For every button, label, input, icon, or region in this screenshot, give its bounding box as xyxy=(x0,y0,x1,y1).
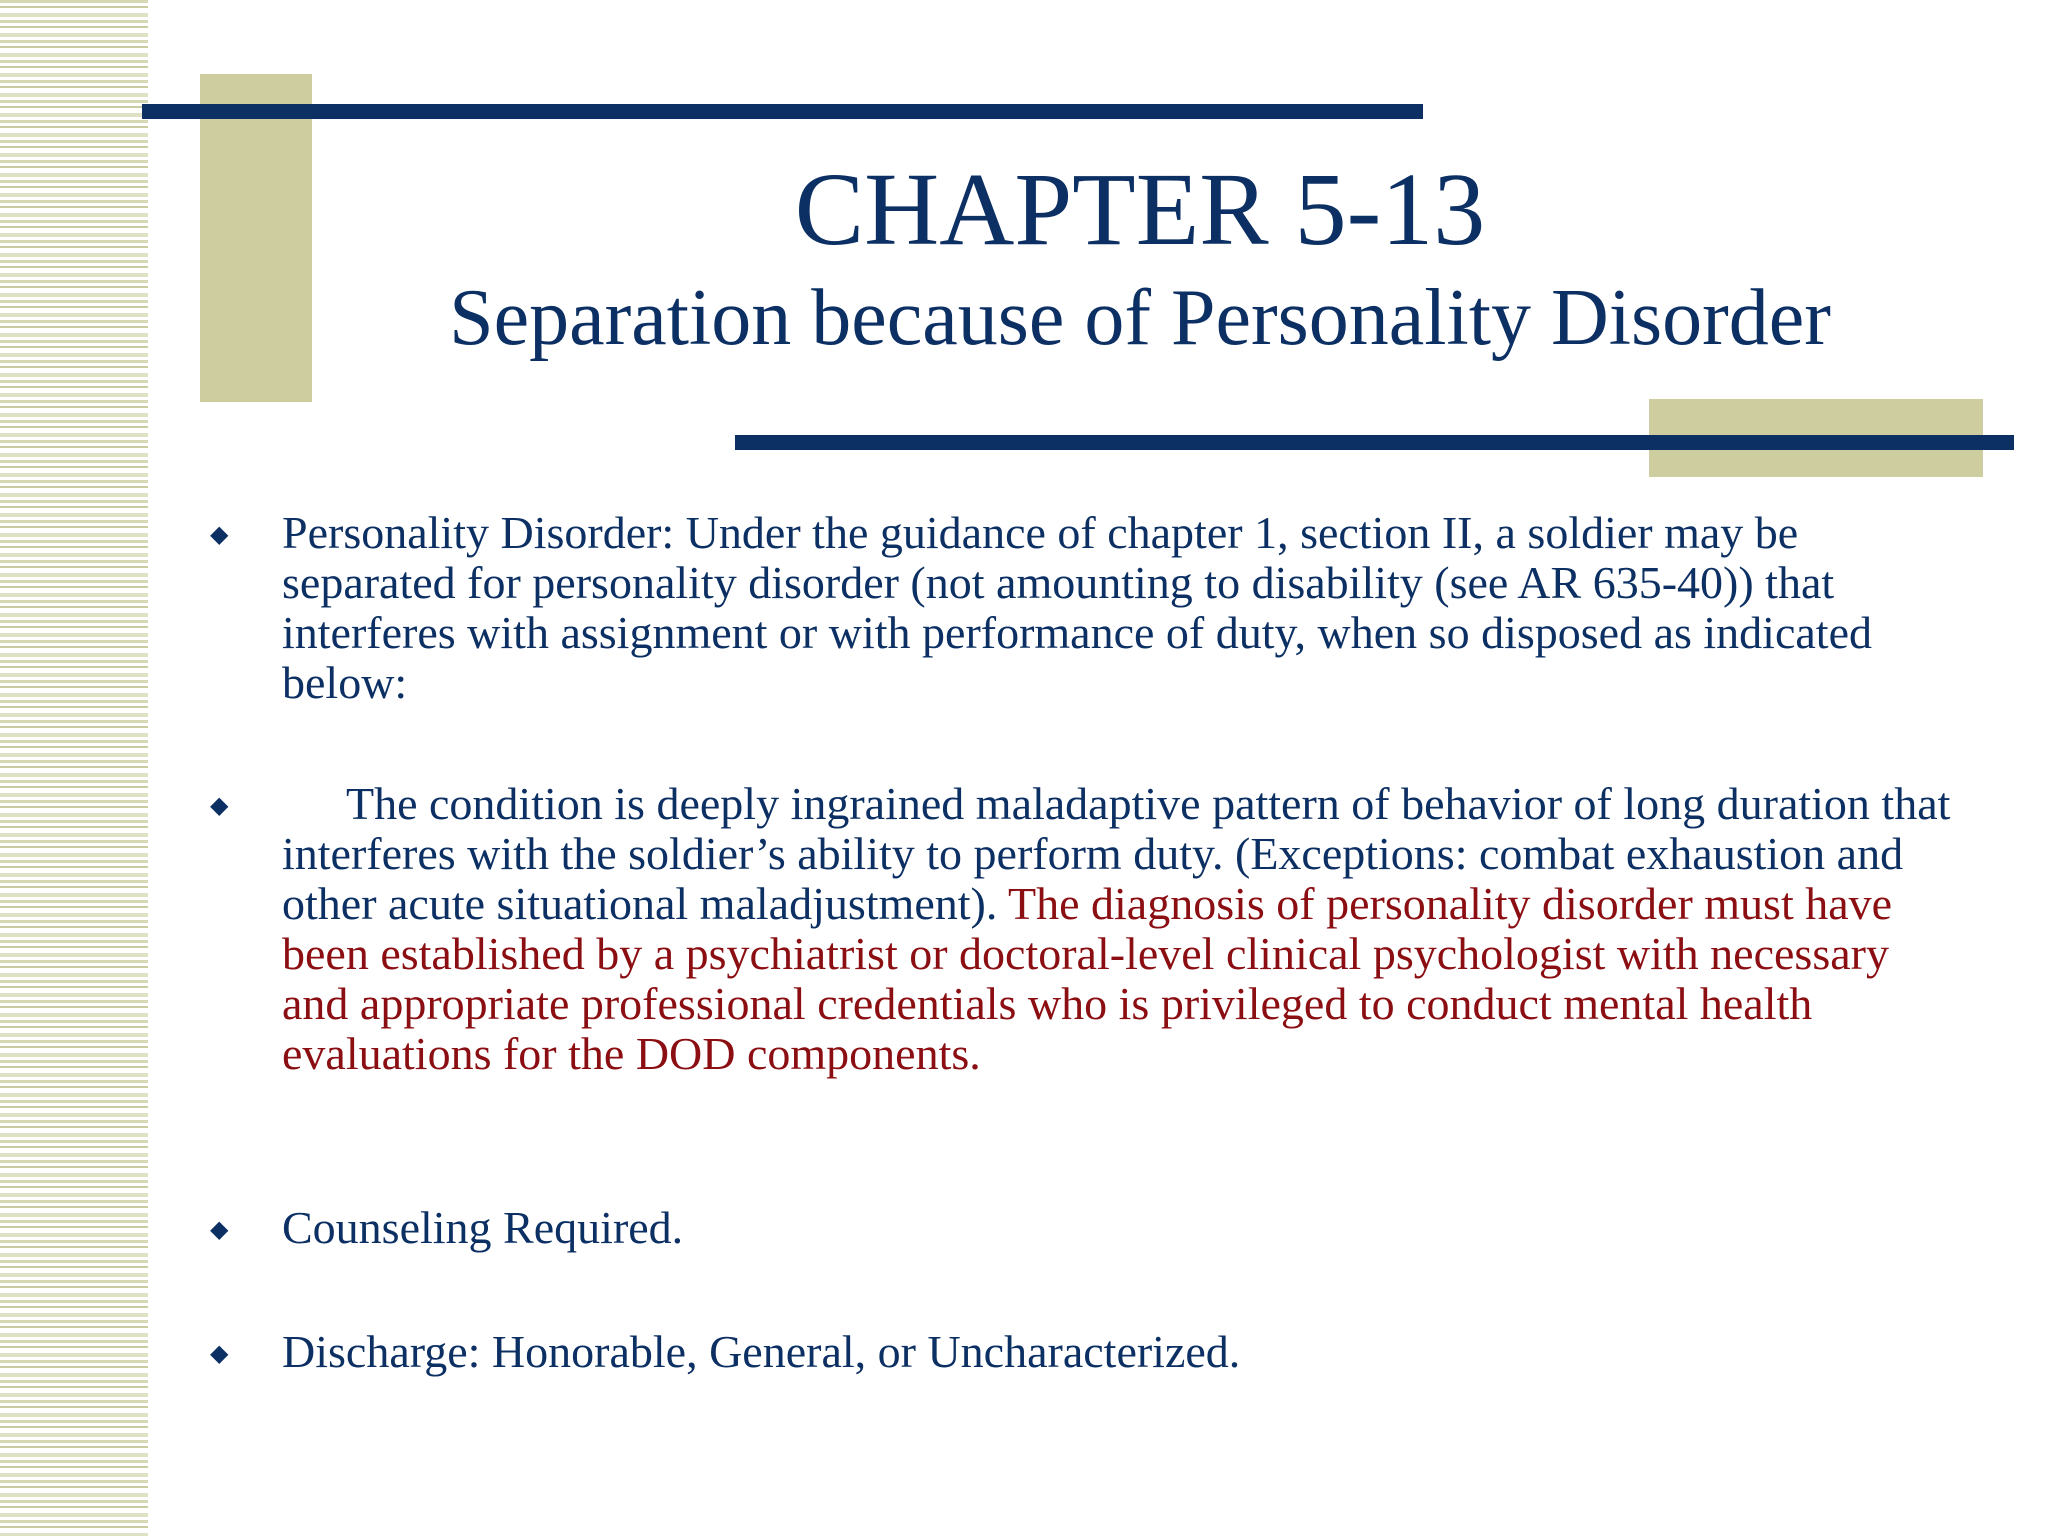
slide-subtitle: Separation because of Personality Disorder xyxy=(449,274,1831,362)
diamond-bullet-icon: ◆ xyxy=(210,520,229,548)
bullet-counseling: Counseling Required. xyxy=(282,1202,684,1253)
condition-text: The condition is deeply ingrained maladaptive pattern of behavior of long duration that interferes with the soldier’s ability to perform duty. (Exceptions: combat exhaustion and other acute situational maladjustment). xyxy=(282,778,1951,929)
slide-title: CHAPTER 5-13 xyxy=(794,152,1486,267)
diagnosis-emphasis-text: The diagnosis of personality disorder must have been established by a psychiatrist or doctoral-level clinical psychologist with necessary and appropriate professional credentials who is privileged to conduct mental health evaluations for the DOD components. xyxy=(282,878,1893,1079)
bullet-personality-disorder: Personality Disorder: Under the guidance of chapter 1, section II, a soldier may be separated for personality disorder (not amounting to disability (see AR 635-40)) that interferes with assignment or with performance of duty, when so disposed as indicated below: xyxy=(282,507,1872,708)
bullet-discharge: Discharge: Honorable, General, or Uncharacterized. xyxy=(282,1326,1241,1377)
diamond-bullet-icon: ◆ xyxy=(210,1339,229,1367)
diamond-bullet-icon: ◆ xyxy=(210,1215,229,1243)
bullet-condition xyxy=(282,779,1962,1079)
diamond-bullet-icon: ◆ xyxy=(210,791,229,819)
